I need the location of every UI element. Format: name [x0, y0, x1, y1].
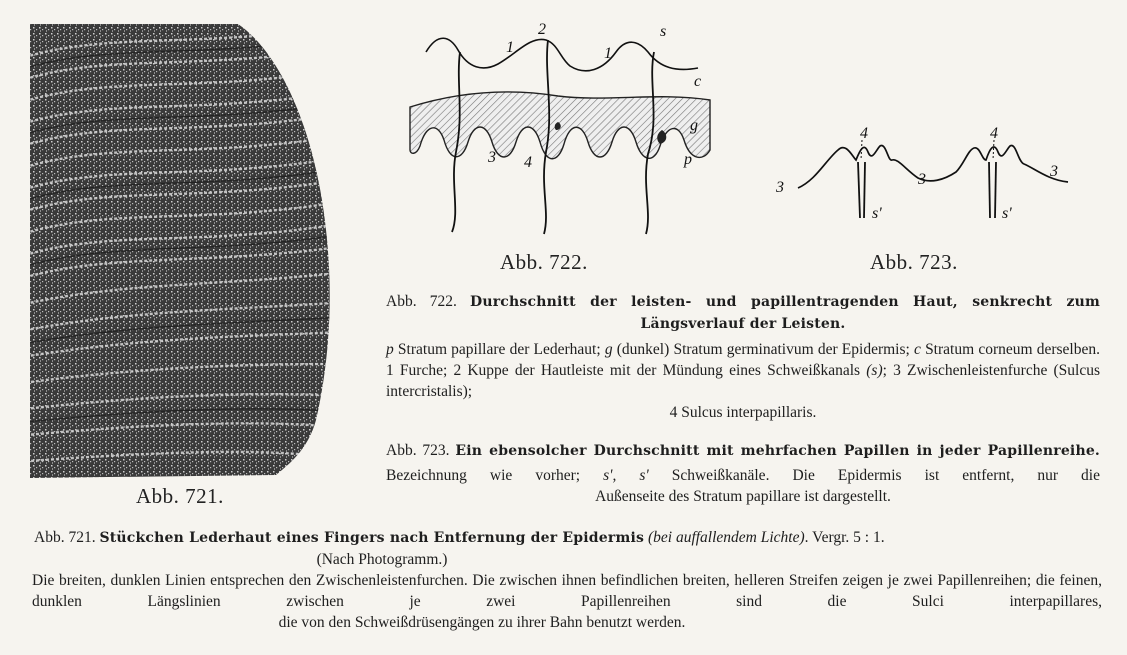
caption-722-text-1: Stratum papillare der Lederhaut; — [393, 341, 605, 358]
letter-c: c — [914, 341, 921, 358]
caption-722-text-3: Stratum corneum derselben. 1 Furche; 2 Kuppe der Hautleiste mit der Mündung eines Schweißkanals — [386, 341, 1100, 379]
figure-721-label: Abb. 721. — [136, 484, 224, 508]
figure-722-label: Abb. 722. — [500, 250, 588, 274]
marker-722-3: 3 — [488, 149, 496, 166]
marker-723-s-a: s' — [872, 205, 882, 222]
caption-722 — [386, 291, 1100, 423]
caption-723-number: Abb. 723. — [386, 442, 450, 459]
marker-722-2: 2 — [538, 22, 546, 38]
marker-723-4a: 4 — [860, 125, 868, 142]
caption-723-text-1: Bezeichnung wie vorher; — [386, 467, 604, 484]
fingerprint-dermis-photo — [26, 20, 336, 480]
caption-721-mag: . Vergr. 5 : 1. — [804, 529, 885, 546]
caption-722-body — [386, 339, 1100, 402]
marker-722-1a: 1 — [506, 39, 514, 56]
caption-721-number: Abb. 721. — [34, 529, 96, 546]
marker-722-s: s — [660, 23, 667, 40]
figure-722 — [398, 22, 718, 237]
marker-722-4: 4 — [524, 154, 532, 171]
caption-723-text-2: Schweißkanäle. Die Epidermis ist entfernt, nur die — [648, 467, 1100, 484]
caption-723 — [386, 440, 1100, 507]
marker-722-p: p — [684, 151, 692, 168]
marker-723-4b: 4 — [990, 125, 998, 142]
caption-721-source: (Nach Photogramm.) — [316, 551, 448, 568]
figure-721 — [26, 20, 336, 480]
marker-722-g: g — [690, 117, 698, 134]
caption-722-text-4: ; 3 Zwischenleistenfurche (Sulcus intercristalis); — [386, 362, 1100, 400]
caption-721-italic: (bei auffallendem Lichte) — [647, 529, 805, 546]
caption-722-last: 4 Sulcus interpapillaris. — [669, 404, 817, 421]
caption-722-title-1: Durchschnitt der leisten- und papillentragenden Haut, senkrecht zum — [469, 294, 1100, 310]
caption-722-title-2: Längsverlauf der Leisten. — [640, 316, 846, 332]
caption-721 — [32, 527, 1102, 633]
caption-721-title: Stückchen Lederhaut eines Fingers nach Entfernung der Epidermis — [99, 530, 645, 546]
letter-p: p — [386, 341, 394, 358]
figure-723 — [768, 120, 1078, 230]
letters-s-prime: s', s' — [603, 467, 649, 484]
letter-s: (s) — [866, 362, 883, 379]
marker-722-1b: 1 — [604, 45, 612, 62]
marker-723-s-b: s' — [1002, 205, 1012, 222]
letter-g: g — [604, 341, 613, 358]
marker-723-3a: 3 — [776, 179, 784, 196]
caption-721-last: die von den Schweißdrüsengängen zu ihrer Bahn benutzt werden. — [278, 614, 686, 631]
marker-722-c: c — [694, 73, 702, 90]
caption-722-number: Abb. 722. — [386, 293, 457, 310]
caption-723-body — [386, 465, 1100, 486]
caption-723-title: Ein ebensolcher Durchschnitt mit mehrfachen Papillen in jeder Papillenreihe. — [455, 443, 1101, 459]
caption-722-text-2: (dunkel) Stratum germinativum der Epidermis; — [612, 341, 914, 358]
caption-721-body: Die breiten, dunklen Linien entsprechen den Zwischenleistenfurchen. Die zwischen ihnen befindlichen breiten, helleren Streifen zeigen je zwei Papillenreihen; die feinen, dunklen Längslinien zwischen je zwei Papillenreihen sind die Sulci interpapillares, — [32, 572, 1102, 610]
papilla-section-drawing — [768, 120, 1078, 230]
caption-723-last: Außenseite des Stratum papillare ist dargestellt. — [595, 488, 891, 505]
skin-ridge-section-drawing — [398, 22, 718, 237]
marker-723-3c: 3 — [1050, 163, 1058, 180]
marker-723-3b: 3 — [918, 171, 926, 188]
figure-723-label: Abb. 723. — [870, 250, 958, 274]
